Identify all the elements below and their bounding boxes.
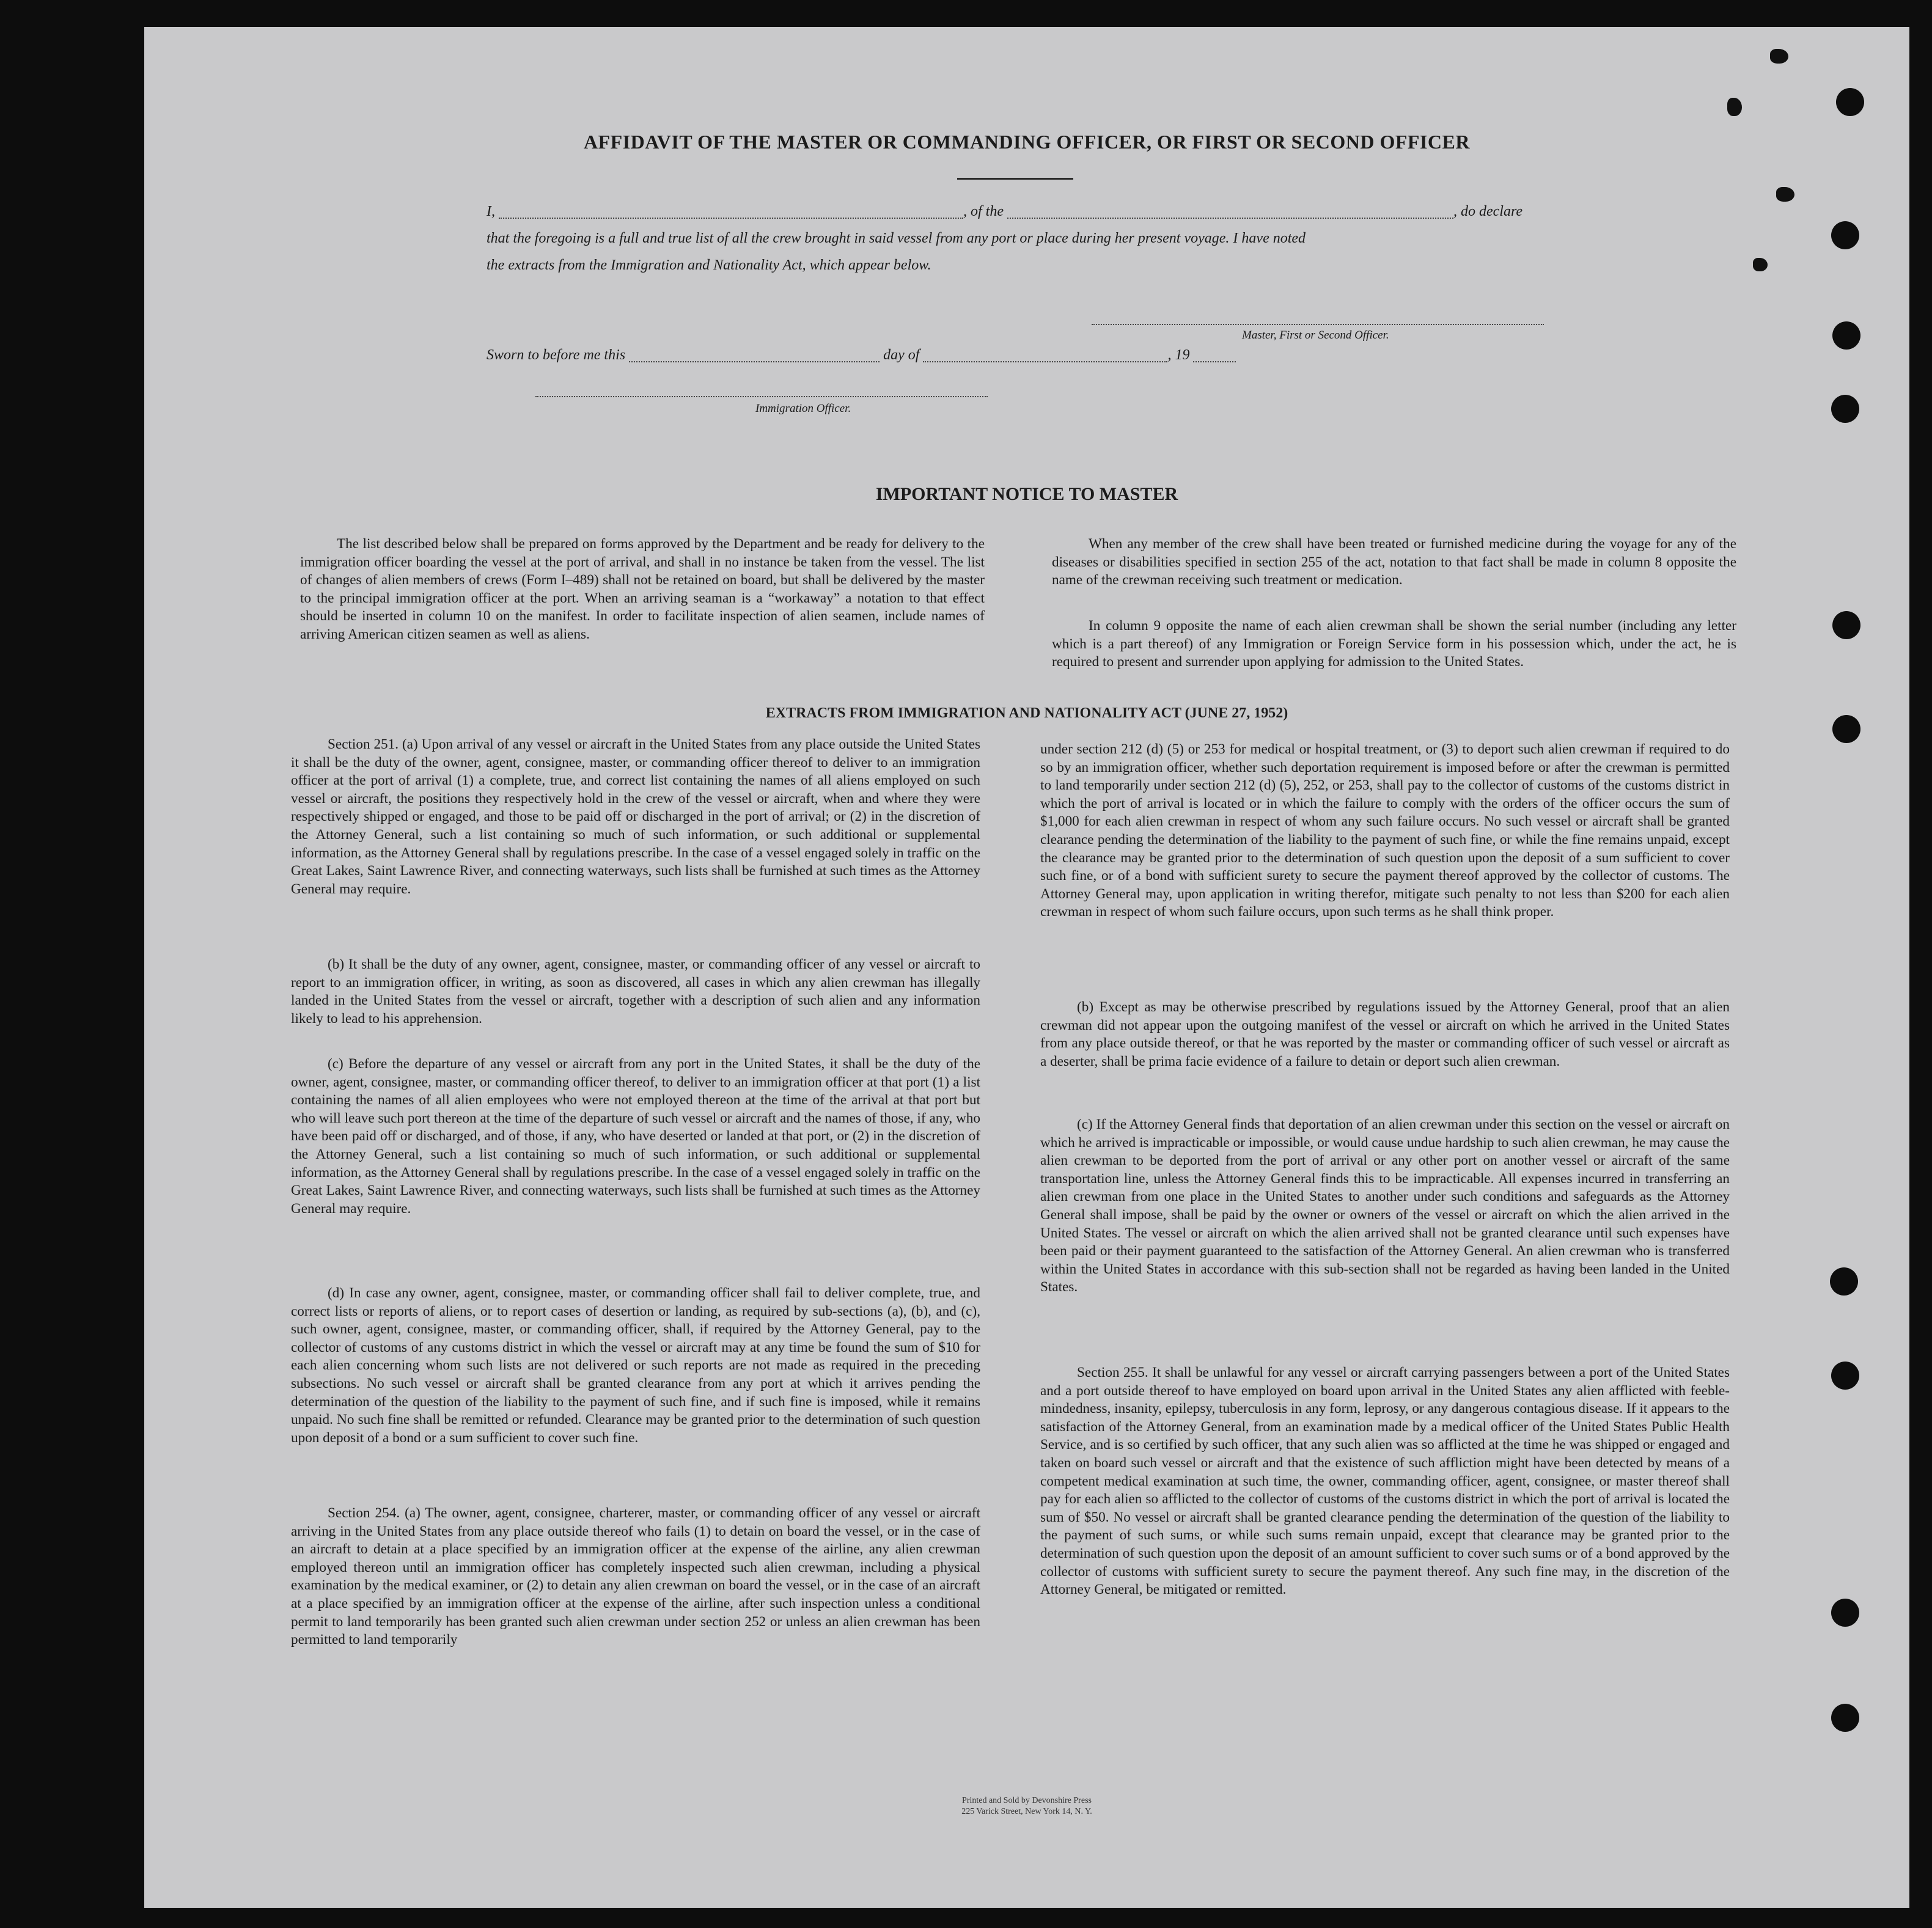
- section-254-a: Section 254. (a) The owner, agent, consignee, charterer, master, or commanding officer of any vessel or aircraft arriving in the United States from any place outside thereof who fails (1) to detain on board the vessel, or in the case of an aircraft to detain at a place specified by an immigration officer at the expense of the airline, any alien crewman employed thereon until an immigration officer has completely inspected such alien crewman, including a physical examination by the medical examiner, or (2) to detain any alien crewman on board the vessel, or in the case of an aircraft at a place specified by an immigration officer at the expense of the airline, after such inspection unless a conditional permit to land temporarily has been granted such alien crewman under section 252 or unless an alien crewman has been permitted to land temporarily: [291, 1505, 980, 1648]
- affidavit-title: AFFIDAVIT OF THE MASTER OR COMMANDING OFFICER, OR FIRST OR SECOND OFFICER: [584, 131, 1470, 153]
- punch-hole-icon: [1831, 221, 1859, 249]
- punch-hole-icon: [1831, 1362, 1859, 1390]
- punch-hole-icon: [1830, 1267, 1858, 1296]
- section-254-a-continued: under section 212 (d) (5) or 253 for medical or hospital treatment, or (3) to deport such alien crewman if required to do so by an immigration officer, whether such deportation requirement is imposed before or after the crewman is permitted to land temporarily under section 212 (d) (5), 252, or 253, shall pay to the collector of customs of the customs district in which the port of arrival is located or in which the failure to comply with the orders of the officer occurs the sum of $1,000 for each alien crewman in respect of whom any such failure occurs. No such vessel or aircraft shall be granted clearance pending the determination of the liability to the payment of such fine, or while the fine remains unpaid, except the clearance may be granted prior to the determination of such question upon the deposit of a sum sufficient to cover such fine, or of a bond with sufficient surety to secure the payment thereof approved by the collector of customs. The Attorney General may, upon application in writing therefor, mitigate such penalty to not less than $200 for each alien crewman in respect of whom such failure occurs, upon such terms as he shall think proper.: [1040, 741, 1730, 920]
- punch-hole-icon: [1831, 395, 1859, 423]
- sworn-month-field[interactable]: [923, 349, 1167, 362]
- notice-left-paragraph: The list described below shall be prepared on forms approved by the Department and be ready for delivery to the immigration officer boarding the vessel at the port of arrival, and shall in no instance be taken from the vessel. The list of changes of alien members of crews (Form I–489) shall not be retained on board, but shall be delivered by the master to the principal immigration officer at the port. When an arriving seaman is a “workaway” a notation to that effect should be inserted in column 10 on the manifest. In order to facilitate inspection of alien seamen, include names of arriving American citizen seamen as well as aliens.: [300, 536, 985, 642]
- punch-hole-icon: [1832, 715, 1860, 743]
- master-caption: Master, First or Second Officer.: [1242, 329, 1389, 342]
- officer-caption: Immigration Officer.: [755, 402, 851, 415]
- sworn-year-field[interactable]: [1193, 349, 1236, 362]
- punch-hole-icon: [1831, 1599, 1859, 1627]
- printer-line-1: Printed and Sold by Devonshire Press: [962, 1796, 1092, 1805]
- notice-right-paragraph-2: In column 9 opposite the name of each alien crewman shall be shown the serial number (including any letter which is a part thereof) of any Immigration or Foreign Service form in his possession which, under the act, he is required to present and surrender upon applying for admission to the United States.: [1052, 618, 1736, 670]
- vessel-field[interactable]: [1007, 205, 1453, 219]
- punch-hole-icon: [1831, 1704, 1859, 1732]
- year-label: , 19: [1167, 347, 1190, 363]
- day-of-label: day of: [883, 347, 920, 363]
- name-field[interactable]: [499, 205, 963, 219]
- section-254-b: (b) Except as may be otherwise prescribed by regulations issued by the Attorney General, proof that an alien crewman did not appear upon the outgoing manifest of the vessel or aircraft on which he arrived in the United States from any place outside thereof, or that he was reported by the master or commanding officer of such vessel or aircraft as a deserter, shall be prima facie evidence of a failure to detain or deport such alien crewman.: [1040, 999, 1730, 1069]
- sworn-line: [487, 347, 1236, 364]
- punch-hole-icon: [1832, 321, 1860, 350]
- ink-blot-icon: [1776, 187, 1794, 202]
- ink-blot-icon: [1770, 49, 1788, 64]
- ink-blot-icon: [1753, 258, 1768, 271]
- declaration-block: [487, 198, 1617, 279]
- section-254-c: (c) If the Attorney General finds that deportation of an alien crewman under this section on the vessel or aircraft on which he arrived is impracticable or impossible, or would cause undue hardship to such alien crewman, he may cause the alien crewman to be deported from the port of arrival or any other port on another vessel or aircraft of the same transportation line, unless the Attorney General finds this to be impracticable. All expenses incurred in transferring an alien crewman from one place in the United States to another under such conditions and safeguards as the Attorney General shall impose, shall be paid by the owner or owners of the vessel or aircraft on which the alien arrived in the United States. The vessel or aircraft on which the alien arrived shall not be granted clearance until such expenses have been paid or their payment guaranteed to the satisfaction of the Attorney General. An alien crewman who is transferred within the United States in accordance with this sub-section shall not be regarded as having been landed in the United States.: [1040, 1116, 1730, 1296]
- document-page: [144, 27, 1909, 1908]
- section-251-d: (d) In case any owner, agent, consignee, master, or commanding officer shall fail to deliver complete, true, and correct lists or reports of aliens, or to report cases of desertion or landing, as required by sub-sections (a), (b), and (c), such owner, agent, consignee, master, or commanding officer, shall, if required by the Attorney General, pay to the collector of customs of any customs district in which the vessel or aircraft may at any time be found the sum of $10 for each alien concerning whom such lists are not delivered or such reports are not made as required in the preceding subsections. No such vessel or aircraft shall be granted clearance from any port at which it arrives pending the determination of the question of the liability to the payment of such fine, and if such fine is imposed, while it remains unpaid. No such fine shall be remitted or refunded. Clearance may be granted prior to the determination of such question upon deposit of a bond or a sum sufficient to cover such fine.: [291, 1285, 980, 1446]
- statement-line-2: the extracts from the Immigration and Nationality Act, which appear below.: [487, 257, 931, 273]
- i-label: I,: [487, 203, 495, 219]
- punch-hole-icon: [1832, 611, 1860, 639]
- notice-title: IMPORTANT NOTICE TO MASTER: [875, 484, 1178, 504]
- printer-imprint: [144, 1795, 1909, 1817]
- title-underline: [957, 178, 1073, 180]
- punch-hole-icon: [1836, 88, 1864, 116]
- officer-signature-line[interactable]: [535, 396, 988, 397]
- master-signature-line[interactable]: [1092, 324, 1544, 325]
- ink-blot-icon: [1727, 98, 1742, 116]
- section-251-c: (c) Before the departure of any vessel or aircraft from any port in the United States, it shall be the duty of the owner, agent, consignee, master, or commanding officer thereof, to deliver to an immigration officer at that port (1) a list containing the names of all alien employees who were not employed thereon at the time of the arrival at that port but who will leave such port thereon at the time of the departure of such vessel or aircraft and the names of those, if any, who have been paid off or discharged, and of those, if any, who have deserted or landed at that port, or (2) in the discretion of the Attorney General, such a list containing so much of such information, or such additional or supplemental information, as the Attorney General shall by regulations prescribe. In the case of a vessel engaged solely in traffic on the Great Lakes, Saint Lawrence River, and connecting waterways, such lists shall be furnished at such times as the Attorney General may require.: [291, 1056, 980, 1217]
- declaration-name-line: [487, 198, 1617, 225]
- sworn-day-field[interactable]: [629, 349, 880, 362]
- notice-right-paragraph-1: When any member of the crew shall have been treated or furnished medicine during the voyage for any of the diseases or disabilities specified in section 255 of the act, notation to that fact shall be made in column 8 opposite the name of the crewman receiving such treatment or medication.: [1052, 536, 1736, 588]
- printer-line-2: 225 Varick Street, New York 14, N. Y.: [961, 1807, 1092, 1816]
- section-251-b: (b) It shall be the duty of any owner, agent, consignee, master, or commanding officer of any vessel or aircraft to report to an immigration officer, in writing, as soon as discovered, all cases in which any alien crewman has illegally landed in the United States from the vessel or aircraft, together with a description of such alien and any information likely to lead to his apprehension.: [291, 956, 980, 1027]
- form-sheet: [144, 27, 1909, 1908]
- extracts-title: EXTRACTS FROM IMMIGRATION AND NATIONALITY ACT (JUNE 27, 1952): [765, 705, 1288, 721]
- sworn-label: Sworn to before me this: [487, 347, 626, 363]
- section-255: Section 255. It shall be unlawful for any vessel or aircraft carrying passengers between a port of the United States and a port outside thereof to have employed on board upon arrival in the United States any alien afflicted with feeble-mindedness, insanity, epilepsy, tuberculosis in any form, leprosy, or any dangerous contagious disease. If it appears to the satisfaction of the Attorney General, from an examination made by a medical officer of the United States Public Health Service, and is so certified by such officer, that any such alien was so afflicted at the time he was shipped or engaged and taken on board such vessel or aircraft and that the existence of such affliction might have been detected by means of a competent medical examination at such time, the owner, commanding officer, agent, consignee, or master thereof shall pay for each alien so afflicted to the collector of customs of the customs district in which the port of arrival is located the sum of $50. No vessel or aircraft shall be granted clearance pending the determination of the question of the liability to the payment of such sums, or while such sums remain unpaid, except that clearance may be granted prior to the determination of such question upon the deposit of an amount sufficient to cover such sums or of a bond approved by the collector of customs with sufficient surety to secure the payment thereof. Any such fine may, in the discretion of the Attorney General, be mitigated or remitted.: [1040, 1365, 1730, 1598]
- statement-line-1: that the foregoing is a full and true list of all the crew brought in said vessel from any port or place during her present voyage. I have noted: [487, 230, 1306, 246]
- of-the-label: , of the: [963, 203, 1004, 219]
- section-251-a: Section 251. (a) Upon arrival of any vessel or aircraft in the United States from any place outside the United States it shall be the duty of the owner, agent, consignee, master, or commanding officer thereof to deliver to an immigration officer at the port of arrival (1) a complete, true, and correct list containing the names of all aliens employed on such vessel or aircraft, the positions they respectively hold in the crew of the vessel or aircraft, when and where they were respectively shipped or engaged, and those to be paid off or discharged in the port of arrival; or (2) in the discretion of the Attorney General, such a list containing so much of such information, or such additional or supplemental information, as the Attorney General shall by regulations prescribe. In the case of a vessel engaged solely in traffic on the Great Lakes, Saint Lawrence River, and connecting waterways, such lists shall be furnished at such times as the Attorney General may require.: [291, 736, 980, 897]
- do-declare-label: , do declare: [1453, 203, 1523, 219]
